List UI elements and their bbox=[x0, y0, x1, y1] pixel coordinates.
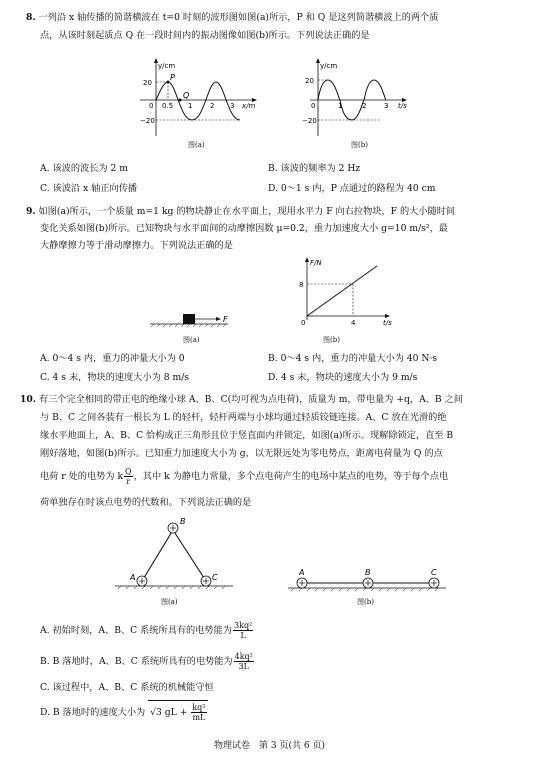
q10a-ball-a bbox=[137, 576, 147, 586]
q9-figure-b bbox=[295, 256, 395, 331]
page-footer: 物理试卷 第 3 页(共 6 页) bbox=[214, 741, 325, 751]
q10-option-d-radicand: √3 gL + bbox=[150, 707, 191, 718]
q10-figure-a bbox=[115, 516, 235, 592]
q8-line1 bbox=[26, 12, 438, 24]
q8a-xlabel: x/m bbox=[242, 102, 256, 110]
q10-stem-5-post: ，其中 k 为静电力常量，多个点电荷产生的电场中某点的电势，等于每个点电 bbox=[133, 471, 449, 482]
q8b-tick-y1: 20 bbox=[305, 77, 314, 85]
q8-option-c: C. 该波沿 x 轴正向传播 bbox=[40, 183, 138, 194]
q9-number: 9. bbox=[26, 206, 36, 217]
q9-stem-2: 变化关系如图(b)所示。已知物块与水平面间的动摩擦因数 μ=0.2，重力加速度大小 g=10 m/s²，最 bbox=[40, 223, 448, 234]
q10-figure-b bbox=[288, 566, 448, 592]
q10b-label-a: A bbox=[299, 568, 305, 577]
q8b-tick-x1: 1 bbox=[338, 102, 343, 110]
q8b-tick-x0: 0 bbox=[311, 102, 316, 110]
q8b-tick-x2: 2 bbox=[362, 102, 367, 110]
q10a-label-a: A bbox=[130, 573, 136, 582]
q10b-ball-a bbox=[297, 578, 307, 588]
q8a-label-q: Q bbox=[183, 91, 190, 100]
q8b-tick-y2: −20 bbox=[302, 117, 317, 125]
q9b-origin: 0 bbox=[301, 319, 306, 327]
q10a-ball-c bbox=[201, 576, 211, 586]
q8-option-a: A. 该波的波长为 2 m bbox=[40, 163, 128, 174]
q10b-label-c: C bbox=[431, 568, 437, 577]
q8-stem-1: 一列沿 x 轴传播的简谐横波在 t=0 时刻的波形图如图(a)所示，P 和 Q 是这列简谐横波上的两个质 bbox=[38, 12, 439, 23]
q9-line1 bbox=[26, 206, 455, 218]
q10-option-a-text: A. 初始时刻，A、B、C 系统所具有的电势能为 bbox=[40, 625, 232, 636]
q8-stem-2: 点，从该时刻起质点 Q 在一段时间内的振动图像如图(b)所示。下列说法正确的是 bbox=[40, 30, 370, 41]
q10-option-d bbox=[40, 700, 208, 725]
q10a-caption: 图(a) bbox=[161, 598, 178, 606]
q10-stem-2: 与 B、C 之间各装有一根长为 L 的轻杆，轻杆两端与小球均通过轻质铰链连接。A、C 放在光滑的绝 bbox=[40, 412, 447, 423]
q10-stem-5-pre: 电荷 r 处的电势为 k bbox=[40, 471, 124, 482]
q10b-caption: 图(b) bbox=[357, 598, 374, 606]
q8a-tick-x0: 0 bbox=[149, 102, 154, 110]
q9-option-a: A. 0～4 s 内，重力的冲量大小为 0 bbox=[40, 353, 185, 364]
q10-potential-fraction bbox=[124, 467, 133, 486]
q9a-caption: 图(a) bbox=[183, 336, 200, 344]
q10b-ball-c bbox=[429, 578, 439, 588]
q10-option-a bbox=[40, 620, 254, 642]
q10-option-a-num: 3kq² bbox=[234, 621, 253, 630]
q10b-ball-b bbox=[363, 578, 373, 588]
q8a-caption: 图(a) bbox=[188, 141, 205, 149]
q9b-ylabel: F/N bbox=[310, 259, 322, 267]
q8b-ylabel: y/cm bbox=[320, 62, 338, 70]
q10-option-c: C. 该过程中，A、B、C 系统的机械能守恒 bbox=[40, 682, 214, 693]
q8a-tick-x3: 2 bbox=[210, 102, 215, 110]
q10-frac-den: r bbox=[126, 477, 131, 486]
q9-option-d: D. 4 s 末，物块的速度大小为 9 m/s bbox=[268, 372, 418, 383]
q10-option-a-fraction bbox=[233, 621, 253, 640]
q10-option-b-num: 4kq² bbox=[234, 652, 253, 661]
q9-figure-a bbox=[150, 308, 250, 328]
q10-stem-4: 刚好落地，如图(b)所示。已知重力加速度大小为 g，以无限远处为零电势点，距离电荷量为 Q 的点 bbox=[40, 448, 443, 459]
q8b-tick-x3: 3 bbox=[384, 102, 389, 110]
q10-option-a-den: L bbox=[240, 631, 246, 640]
q8b-xlabel: t/s bbox=[398, 102, 407, 110]
q8a-label-p: P bbox=[170, 73, 175, 82]
q8-option-d: D. 0～1 s 内，P 点通过的路程为 40 cm bbox=[268, 183, 436, 194]
q8a-tick-x1: 0.5 bbox=[162, 102, 174, 110]
q10-option-d-den: mL bbox=[192, 713, 206, 722]
q8-figure-b bbox=[302, 58, 412, 138]
q10-number: 10. bbox=[20, 394, 36, 405]
q10b-label-b: B bbox=[365, 568, 371, 577]
q8-figure-a bbox=[130, 58, 260, 138]
q9-stem-3: 大静摩擦力等于滑动摩擦力。下列说法正确的是 bbox=[40, 240, 233, 251]
q9b-xlabel: t/s bbox=[383, 319, 392, 327]
q9a-force-label: F bbox=[223, 315, 228, 324]
q10-option-b-fraction bbox=[234, 652, 254, 671]
q10-stem-1: 有三个完全相同的带正电的绝缘小球 A、B、C(均可视为点电荷)，质量为 m，带电量为 +q，A、B 之间 bbox=[38, 394, 463, 405]
q9-option-b: B. 0～4 s 内，重力的冲量大小为 40 N·s bbox=[268, 353, 438, 364]
q9b-caption: 图(b) bbox=[323, 336, 340, 344]
q10a-label-b: B bbox=[180, 517, 186, 526]
q9b-tick-y: 8 bbox=[299, 281, 304, 289]
q9-option-c: C. 4 s 末，物块的速度大小为 8 m/s bbox=[40, 372, 190, 383]
q10-option-d-text: D. B 落地时的速度大小为 bbox=[40, 707, 146, 718]
q10-option-d-radical bbox=[148, 700, 207, 725]
q10-option-b-den: 3L bbox=[238, 662, 249, 671]
q10a-ball-b bbox=[168, 523, 178, 533]
q10-option-b bbox=[40, 651, 255, 673]
q10-option-b-text: B. B 落地时，A、B、C 系统所具有的电势能为 bbox=[40, 656, 233, 667]
q9-stem-1: 如图(a)所示，一个质量 m=1 kg 的物块静止在水平面上，现用水平力 F 向右拉物块，F 的大小随时间 bbox=[38, 206, 456, 217]
q10-option-d-fraction bbox=[191, 703, 206, 722]
q8a-tick-x4: 3 bbox=[230, 102, 235, 110]
q8a-tick-y1: 20 bbox=[143, 79, 152, 87]
q9b-tick-x: 4 bbox=[351, 319, 356, 327]
q10-line1 bbox=[20, 394, 463, 406]
q10-stem-5 bbox=[40, 466, 448, 488]
q8a-tick-x2: 1 bbox=[188, 102, 193, 110]
q10-frac-num: Q bbox=[125, 467, 132, 476]
q10-stem-3: 缘水平地面上，A、B、C 恰构成正三角形且位于竖直面内并锁定，如图(a)所示。现解除锁定，直至 B bbox=[40, 430, 454, 441]
q8a-tick-y2: −20 bbox=[140, 117, 155, 125]
q8a-ylabel: y/cm bbox=[158, 62, 176, 70]
q10-option-d-num: kq² bbox=[192, 703, 206, 712]
q10a-label-c: C bbox=[212, 573, 218, 582]
q10-stem-6: 荷单独存在时该点电势的代数和。下列说法正确的是 bbox=[40, 497, 252, 508]
q8-option-b: B. 该波的频率为 2 Hz bbox=[268, 163, 361, 174]
q8b-caption: 图(b) bbox=[351, 141, 368, 149]
q8-number: 8. bbox=[26, 12, 36, 23]
